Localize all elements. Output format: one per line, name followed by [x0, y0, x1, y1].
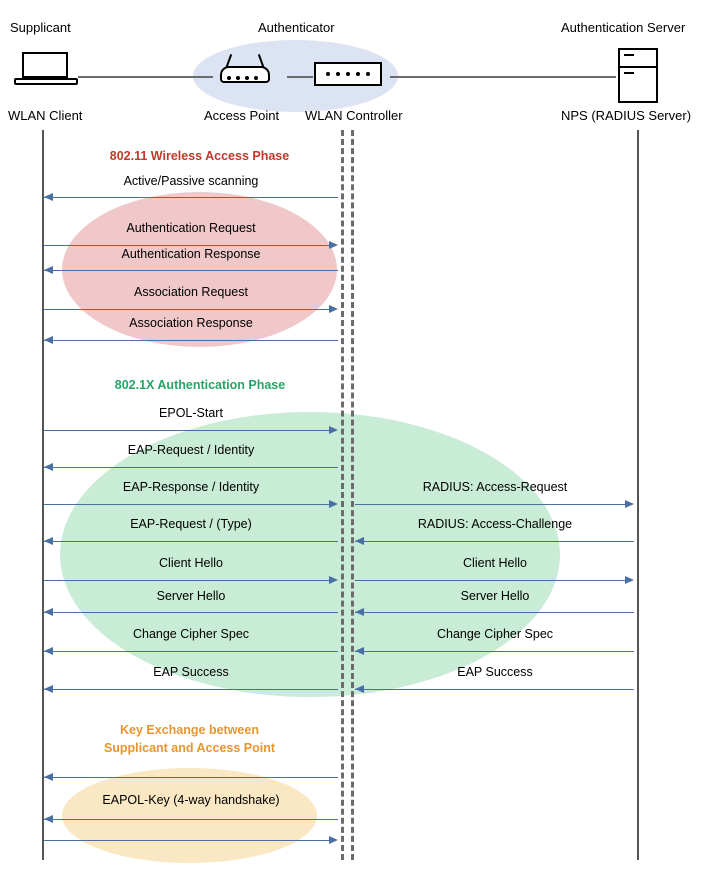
message-label-client-hello-left: Client Hello	[159, 556, 223, 570]
message-label-eap-response-identity: EAP-Response / Identity	[122, 480, 260, 494]
arrow-head-eap-request-identity	[44, 463, 53, 471]
arrow-head-change-cipher-spec-left	[44, 647, 53, 655]
connector-controller-server	[390, 76, 616, 78]
node-label-access-point: Access Point	[204, 108, 280, 123]
arrow-head-active-passive-scanning	[44, 193, 53, 201]
role-label-supplicant: Supplicant	[10, 20, 71, 35]
connector-ap-controller	[287, 76, 313, 78]
arrow-head-eapol-key-3	[329, 836, 338, 844]
arrow-head-epol-start	[329, 426, 338, 434]
message-line-eap-success-left	[44, 689, 338, 690]
arrow-head-server-hello-left	[44, 608, 53, 616]
message-line-client-hello-left	[44, 580, 329, 581]
message-label-authentication-response: Authentication Response	[121, 247, 261, 261]
role-label-authentication-server: Authentication Server	[561, 20, 686, 35]
message-label-change-cipher-spec-left: Change Cipher Spec	[132, 627, 250, 641]
message-label-association-request: Association Request	[134, 285, 248, 299]
node-label-wlan-controller: WLAN Controller	[305, 108, 403, 123]
message-line-eapol-key-2	[44, 819, 338, 820]
arrow-head-authentication-response	[44, 266, 53, 274]
message-label-server-hello-left: Server Hello	[156, 589, 226, 603]
arrow-head-eap-response-identity	[329, 500, 338, 508]
arrow-head-association-request	[329, 305, 338, 313]
message-line-authentication-response	[44, 270, 338, 271]
arrow-head-server-hello-right	[355, 608, 364, 616]
message-label-eap-request-identity: EAP-Request / Identity	[127, 443, 255, 457]
lifeline-wlan-client	[42, 130, 44, 860]
arrow-head-eap-success-right	[355, 685, 364, 693]
message-label-radius-access-request: RADIUS: Access-Request	[422, 480, 568, 494]
arrow-head-client-hello-right	[625, 576, 634, 584]
message-label-radius-access-challenge: RADIUS: Access-Challenge	[417, 517, 573, 531]
message-line-eap-request-type	[44, 541, 338, 542]
arrow-head-eap-success-left	[44, 685, 53, 693]
phase-title-dot1x-authentication: 802.1X Authentication Phase	[114, 378, 286, 392]
arrow-head-association-response	[44, 336, 53, 344]
arrow-head-eap-request-type	[44, 537, 53, 545]
lifeline-wlan-controller	[351, 130, 354, 860]
message-label-change-cipher-spec-right: Change Cipher Spec	[436, 627, 554, 641]
message-label-eap-request-type: EAP-Request / (Type)	[130, 517, 252, 531]
message-line-active-passive-scanning	[44, 197, 338, 198]
message-line-client-hello-right	[355, 580, 625, 581]
message-line-server-hello-left	[44, 612, 338, 613]
message-line-change-cipher-spec-left	[44, 651, 338, 652]
access-point-icon	[216, 52, 274, 88]
message-line-association-response	[44, 340, 338, 341]
message-line-change-cipher-spec-right	[355, 651, 634, 652]
phase-title-key-exchange-line2: Supplicant and Access Point	[103, 741, 276, 755]
message-label-server-hello-right: Server Hello	[460, 589, 530, 603]
laptop-icon	[14, 52, 78, 88]
message-label-eap-success-right: EAP Success	[457, 665, 533, 679]
message-line-eap-success-right	[355, 689, 634, 690]
message-line-association-request	[44, 309, 329, 310]
message-line-server-hello-right	[355, 612, 634, 613]
server-icon	[618, 48, 658, 103]
phase-title-key-exchange-line1: Key Exchange between	[120, 723, 259, 737]
arrow-head-eapol-key-1	[44, 773, 53, 781]
phase-title-wireless-access: 802.11 Wireless Access Phase	[109, 149, 290, 163]
arrow-head-radius-access-challenge	[355, 537, 364, 545]
message-line-eapol-key-1	[44, 777, 338, 778]
message-label-authentication-request: Authentication Request	[126, 221, 256, 235]
arrow-head-radius-access-request	[625, 500, 634, 508]
message-label-client-hello-right: Client Hello	[463, 556, 527, 570]
arrow-head-change-cipher-spec-right	[355, 647, 364, 655]
message-line-radius-access-challenge	[355, 541, 634, 542]
wlan-controller-icon	[314, 62, 382, 86]
message-line-eap-request-identity	[44, 467, 338, 468]
lifeline-nps-radius-server	[637, 130, 639, 860]
phase-ellipse-key-exchange	[62, 768, 317, 863]
message-line-eap-response-identity	[44, 504, 329, 505]
message-label-eap-success-left: EAP Success	[153, 665, 229, 679]
message-line-eapol-key-3	[44, 840, 329, 841]
message-label-eapol-key-handshake: EAPOL-Key (4-way handshake)	[102, 793, 280, 807]
message-label-active-passive-scanning: Active/Passive scanning	[123, 174, 259, 188]
lifeline-access-point	[341, 130, 344, 860]
connector-client-ap	[78, 76, 213, 78]
message-label-epol-start: EPOL-Start	[159, 406, 223, 420]
message-line-epol-start	[44, 430, 329, 431]
message-label-association-response: Association Response	[129, 316, 253, 330]
role-label-authenticator: Authenticator	[258, 20, 335, 35]
node-label-wlan-client: WLAN Client	[8, 108, 83, 123]
arrow-head-client-hello-left	[329, 576, 338, 584]
node-label-nps-radius-server: NPS (RADIUS Server)	[561, 108, 692, 123]
arrow-head-eapol-key-2	[44, 815, 53, 823]
message-line-authentication-request	[44, 245, 329, 246]
phase-title-key-exchange	[62, 721, 317, 757]
message-line-radius-access-request	[355, 504, 625, 505]
